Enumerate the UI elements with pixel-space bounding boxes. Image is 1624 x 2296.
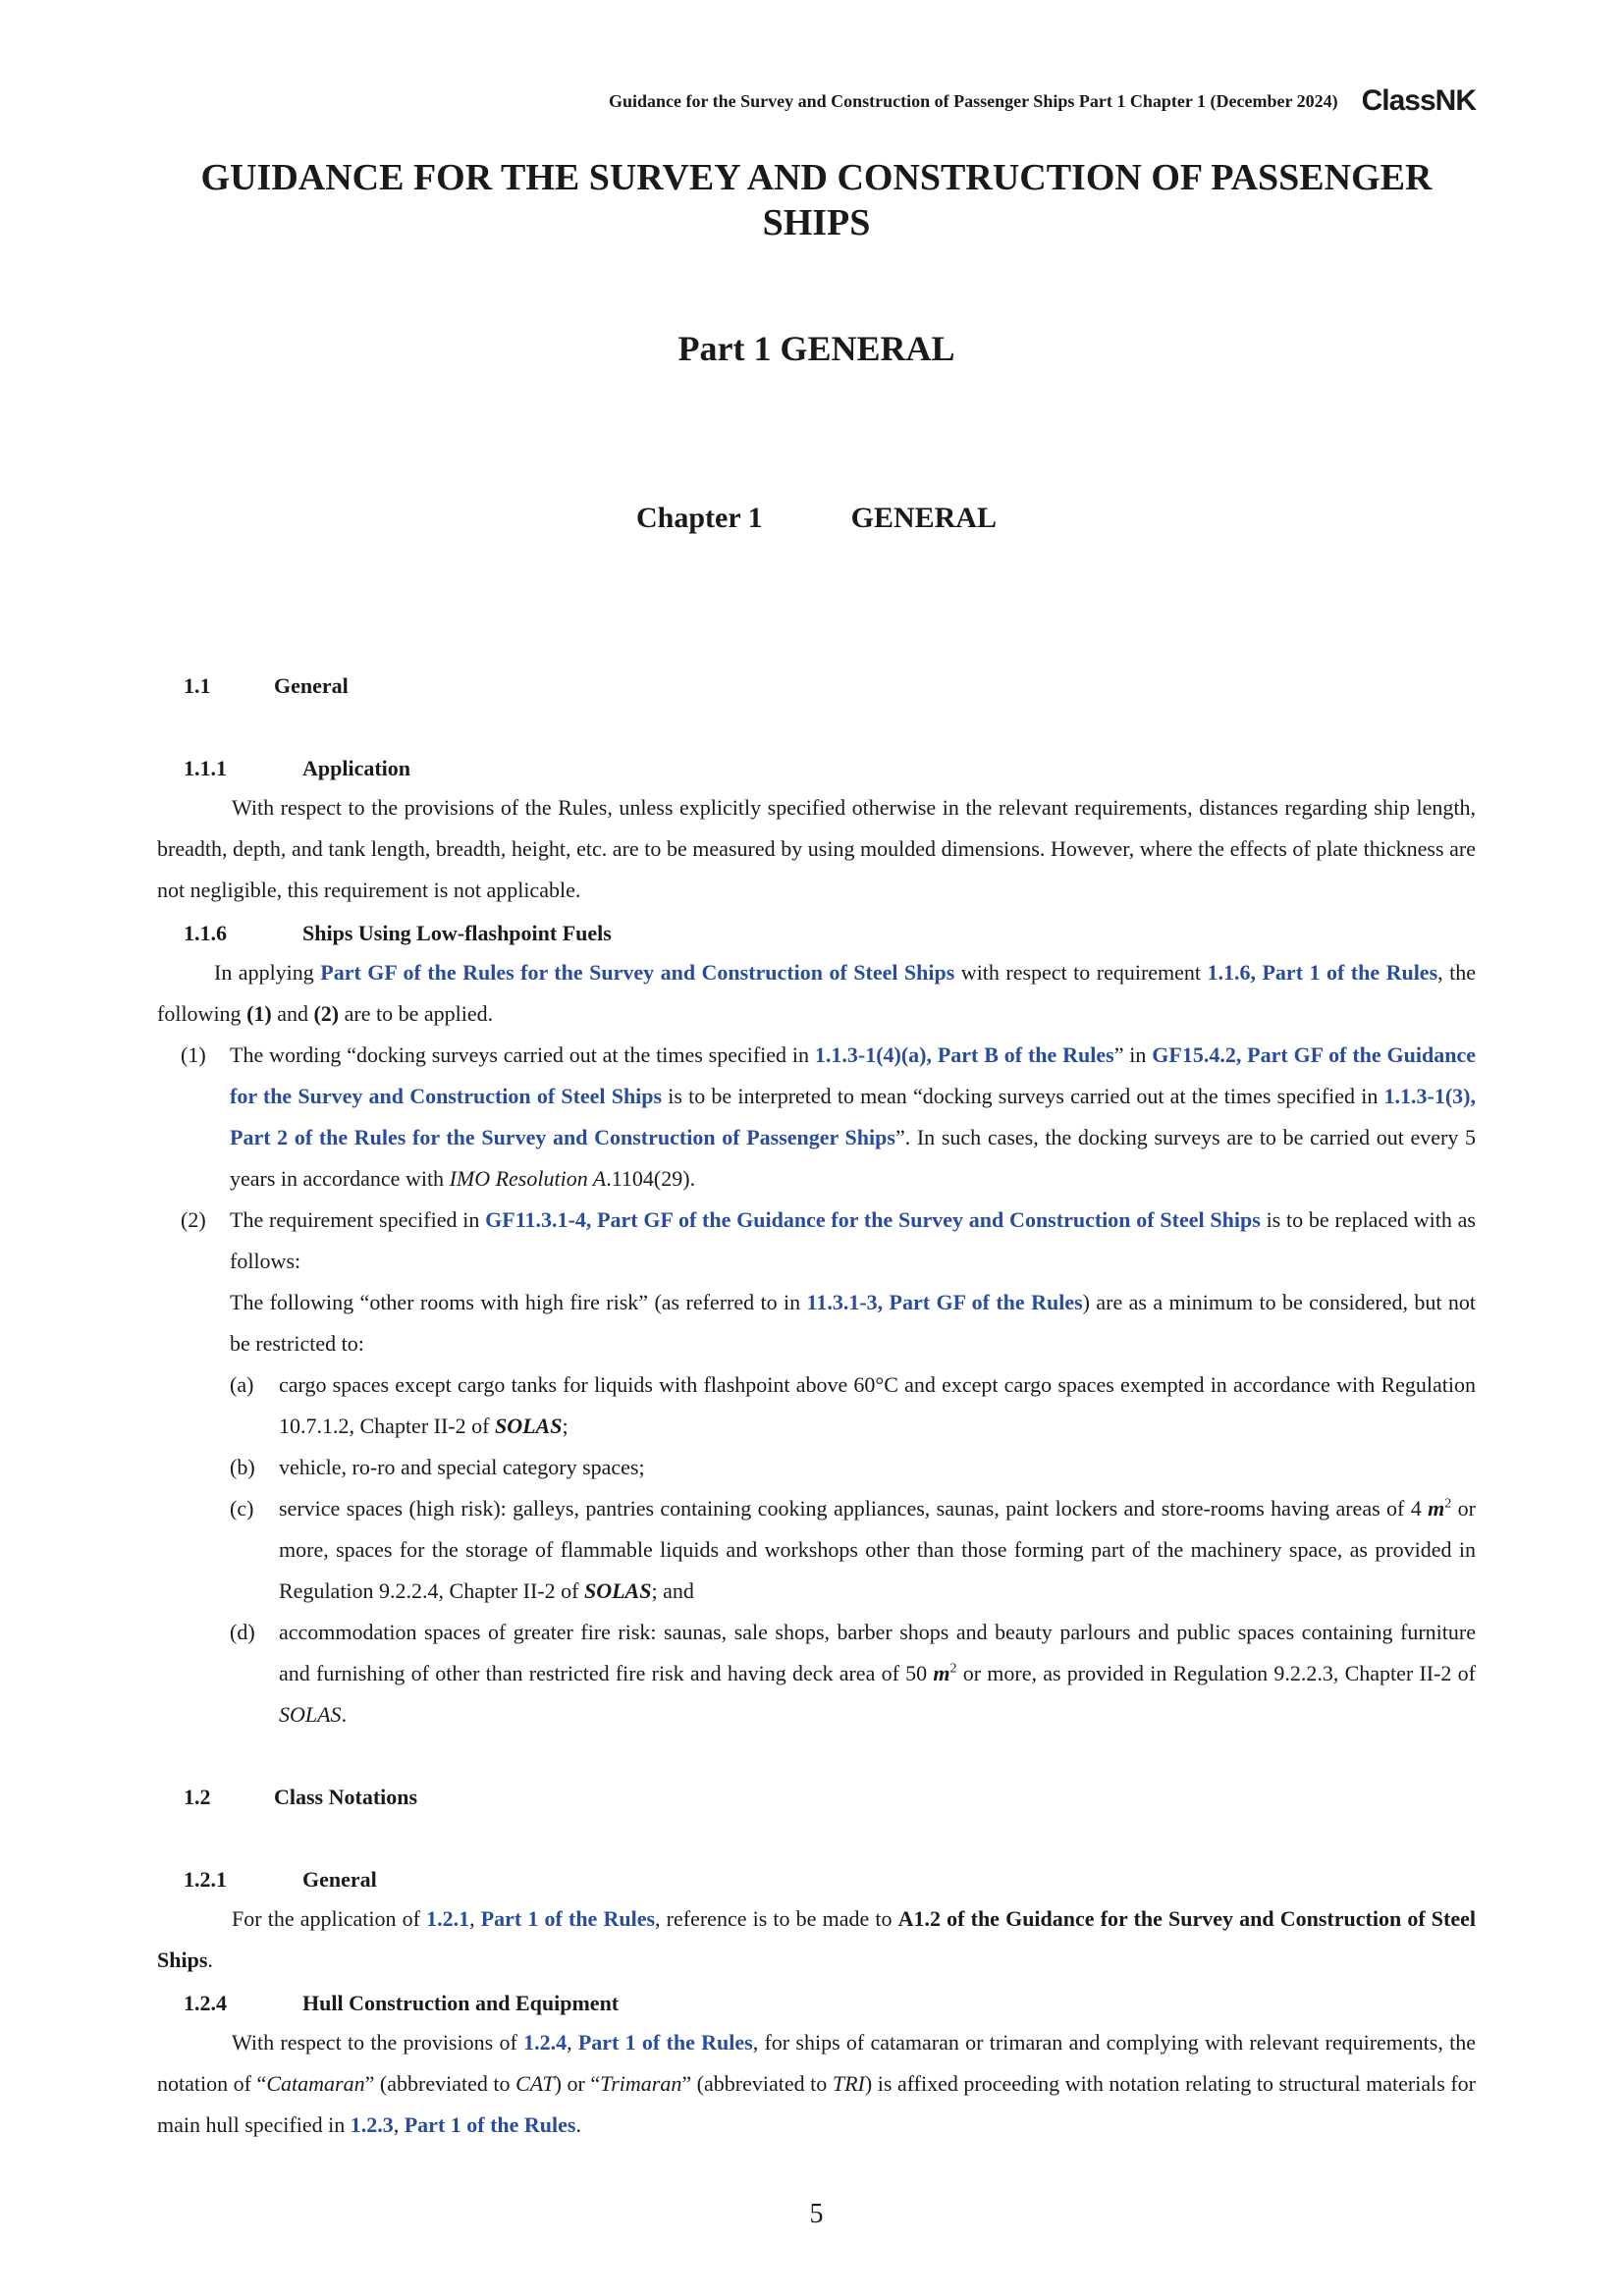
- document-title: [157, 155, 1476, 245]
- link-11-3-1-3[interactable]: 11.3.1-3, Part GF of the Rules: [806, 1290, 1083, 1314]
- chapter-title: [157, 502, 1476, 535]
- list-item-2: (2) The requirement specified in GF11.3.1-4, Part GF of the Guidance for the Survey and Construction of Steel Ships is to be replaced with as follows:: [230, 1200, 1476, 1282]
- part-title: Part 1 GENERAL: [677, 329, 955, 368]
- link-gf15-4-2[interactable]: GF15.4.2, Part GF of the Guidance for the Survey and Construction of Steel Ships: [230, 1042, 1476, 1108]
- classnk-logo: ClassNK: [1361, 84, 1476, 117]
- link-1-2-1[interactable]: 1.2.1: [426, 1906, 470, 1931]
- list-marker: (2): [181, 1207, 206, 1232]
- running-header: [157, 84, 1476, 118]
- link-gf11-3-1-4[interactable]: GF11.3.1-4, Part GF of the Guidance for the Survey and Construction of Steel Ships: [485, 1207, 1261, 1232]
- sub-item-d: (d) accommodation spaces of greater fire risk: saunas, sale shops, barber shops and beauty parlours and public spaces containing furniture and furnishing of other than restricted fire risk and having deck area of 50 $m^2$ or more, as provided in Regulation 9.2.2.3, Chapter II-2 of SOLAS.: [230, 1620, 1476, 1727]
- list-item-1: (1) The wording “docking surveys carried out at the times specified in 1.1.3-1(4)(a), Part B of the Rules” in GF15.4.2, Part GF of the Guidance for the Survey and Construction of Steel Ships is to be interpreted to mean “docking surveys carried out at the times specified in 1.1.3-1(3), Part 2 of the Rules for the Survey and Construction of Passenger Ships”. In such cases, the docking surveys are to be carried out every 5 years in accordance with IMO Resolution A.1104(29).: [230, 1035, 1476, 1200]
- class-notation-general-paragraph: For the application of 1.2.1, Part 1 of the Rules, reference is to be made to A1.2 of the Guidance for the Survey and Construction of Steel Ships.: [157, 1906, 1476, 1972]
- link-part-1-rules[interactable]: Part 1 of the Rules: [480, 1906, 656, 1931]
- sub-item-c: (c) service spaces (high risk): galleys, pantries containing cooking appliances, saunas, paint lockers and store-rooms having areas of 4 $m^2$ or more, spaces for the storage of flammable liquids and workshops other than those forming part of the machinery space, as provided in Regulation 9.2.2.4, Chapter II-2 of SOLAS; and: [230, 1496, 1477, 1603]
- document-page: Guidance for the Survey and Construction of Passenger Ships Part 1 Chapter 1 (December 2024) ClassNK GUIDANCE FOR THE SURVEY AND CONSTRUCTION OF PASSENGER SHIPS Part 1 GENERAL Chapter 1 GENERAL 1.1 General 1.1.1 Application With respect to the provisions of the Rules, unless explicitly specified otherwise in the relevant requirements, distances regarding ship length, breadth, depth, and tank length, breadth, height, etc. are to be measured by using moulded dimensions. However, where the effects of plate thickness are not negligible, this requirement is not applicable. 1.1.6 Ships Using Low-flashpoint Fuels In applying Part GF of the Rules for the Survey and Construction of Steel Ships with respect to requirement 1.1.6, Part 1 of the Rules, the following (1) and (2) are to be applied. (1) The wording “docking surveys carried out at the times specified in 1.1.3-1(4)(a), Part B of the Rules” in GF15.4.2, Part GF of the Guidance for the Survey and Construction of Steel Ships is to be interpreted to mean “docking surveys carried out at the times specified in 1.1.3-1(3), Part 2 of the Rules for the Survey and Construction of Passenger Ships”. In such cases, the docking surveys are to be carried out every 5 years in accordance with IMO Resolution A.1104(29). (2) The requirement specified in GF11.3.1-4, Part GF of the Guidance for the Survey and Construction of Steel Ships is to be replaced with as follows: The following “other rooms with high fire risk” (as referred to in 11.3.1-3, Part GF of the Rules) are as a minimum to be considered, but not be restricted to: (a) cargo spaces except cargo tanks for liquids with flashpoint above 60°C and except cargo spaces exempted in accordance with Regulation 10.7.1.2, Chapter II-2 of SOLAS; (b) vehicle, ro-ro and special category spaces; (c) service spaces (high risk): galleys, pantries containing cooking appliances, saunas, paint lockers and store-rooms having areas of 4 $m^2$ or more, spaces for the storage of flammable liquids and workshops other than those forming part of the machinery space, as provided in Regulation 9.2.2.4, Chapter II-2 of SOLAS; and (d) accommodation spaces of greater fire risk: saunas, sale shops, barber shops and beauty parlours and public spaces containing furniture and furnishing of other than restricted fire risk and having deck area of 50 $m^2$ or more, as provided in Regulation 9.2.2.3, Chapter II-2 of SOLAS. 1.2 Class Notations 1.2.1 General For the application of 1.2.1, Part 1 of the Rules, reference is to be made to A1.2 of the Guidance for the Survey and Construction of Steel Ships. 1.2.4 Hull Construction and Equipment With respect to the provisions of 1.2.4, Part 1 of the Rules, for ships of catamaran or trimaran and complying with relevant requirements, the notation of “Catamaran” (abbreviated to CAT) or “Trimaran” (abbreviated to TRI) is affixed proceeding with notation relating to structural materials for main hull specified in 1.2.3, Part 1 of the Rules. 5: [157, 84, 1477, 2229]
- list-marker: (1): [181, 1042, 206, 1067]
- link-part-1-rules-3[interactable]: Part 1 of the Rules: [404, 2112, 576, 2137]
- document-title-line-1: GUIDANCE FOR THE SURVEY AND CONSTRUCTION OF PASSENGER: [200, 157, 1433, 198]
- chapter-number: Chapter 1: [636, 502, 763, 534]
- running-title: Guidance for the Survey and Construction of Passenger Ships Part 1 Chapter 1 (December 2024): [608, 90, 1338, 111]
- page-number: 5: [809, 2199, 824, 2229]
- link-1-2-3[interactable]: 1.2.3: [350, 2112, 394, 2137]
- link-1-1-6-part-1[interactable]: 1.1.6, Part 1 of the Rules: [1207, 960, 1438, 985]
- link-part-gf-rules[interactable]: Part GF of the Rules for the Survey and Construction of Steel Ships: [320, 960, 955, 985]
- sub-item-a: (a) cargo spaces except cargo tanks for liquids with flashpoint above 60°C and except cargo spaces exempted in accordance with Regulation 10.7.1.2, Chapter II-2 of SOLAS;: [230, 1372, 1476, 1438]
- application-paragraph: With respect to the provisions of the Rules, unless explicitly specified otherwise in the relevant requirements, distances regarding ship length, breadth, depth, and tank length, breadth, height, etc. are to be measured by using moulded dimensions. However, where the effects of plate thickness are not negligible, this requirement is not applicable.: [157, 795, 1476, 902]
- list-item-2-text: The following “other rooms with high fire risk” (as referred to in 11.3.1-3, Part GF of the Rules) are as a minimum to be considered, but not be restricted to:: [230, 1290, 1477, 1356]
- document-title-line-2: SHIPS: [762, 202, 871, 243]
- sub-item-b: (b) vehicle, ro-ro and special category spaces;: [230, 1455, 645, 1479]
- link-1-1-3-1-4-a[interactable]: 1.1.3-1(4)(a), Part B of the Rules: [814, 1042, 1114, 1067]
- hull-construction-paragraph: With respect to the provisions of 1.2.4, Part 1 of the Rules, for ships of catamaran or trimaran and complying with relevant requirements, the notation of “Catamaran” (abbreviated to CAT) or “Trimaran” (abbreviated to TRI) is affixed proceeding with notation relating to structural materials for main hull specified in 1.2.3, Part 1 of the Rules.: [157, 2030, 1477, 2137]
- low-flashpoint-intro: In applying Part GF of the Rules for the Survey and Construction of Steel Ships with respect to requirement 1.1.6, Part 1 of the Rules, the following (1) and (2) are to be applied.: [157, 960, 1476, 1026]
- link-1-1-3-1-3[interactable]: 1.1.3-1(3), Part 2 of the Rules for the Survey and Construction of Passenger Ships: [230, 1084, 1476, 1149]
- link-1-2-4[interactable]: 1.2.4: [523, 2030, 568, 2055]
- link-part-1-rules-2[interactable]: Part 1 of the Rules: [577, 2030, 753, 2055]
- chapter-name: GENERAL: [850, 502, 997, 534]
